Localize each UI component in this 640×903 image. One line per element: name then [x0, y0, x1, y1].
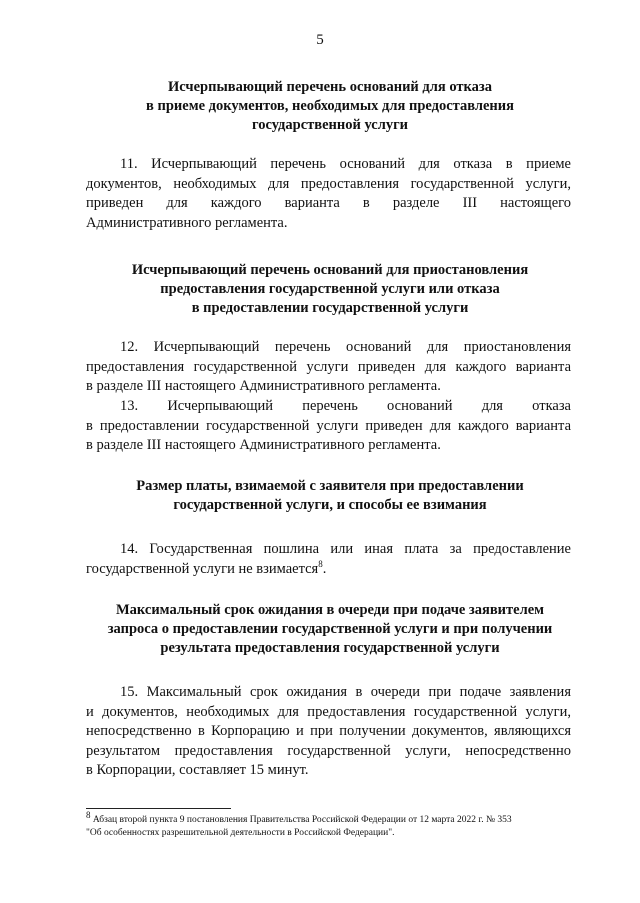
paragraph-12	[86, 338, 571, 397]
heading-line: Исчерпывающий перечень оснований для приостановления	[131, 262, 529, 278]
paragraph-13	[86, 397, 571, 456]
paragraph-line: и документов, необходимых для предоставления государственной услуги,	[86, 703, 571, 720]
section-heading-waiting-time	[70, 601, 590, 658]
footnote-marker: 8	[86, 809, 91, 820]
paragraph-line: 13. Исчерпывающий перечень оснований для отказа	[120, 398, 571, 414]
section-heading-suspension-reasons	[70, 261, 590, 318]
paragraph-15	[86, 683, 571, 781]
paragraph-line: в разделе III настоящего Административного регламента.	[86, 378, 441, 394]
paragraph-line: предоставления государственной услуги приведен для каждого варианта	[86, 358, 571, 375]
footnote-line: "Об особенностях разрешительной деятельности в Российской Федерации".	[86, 828, 395, 838]
paragraph-line: государственной услуги не взимается$^8$.	[86, 558, 327, 577]
footnote-divider	[86, 808, 231, 809]
paragraph-line: Административного регламента.	[86, 214, 288, 231]
heading-line: предоставления государственной услуги или отказа	[160, 281, 500, 297]
footnote-reference[interactable]: 8	[318, 558, 323, 569]
heading-line: государственной услуги, и способы ее взимания	[173, 497, 487, 513]
paragraph-14	[86, 540, 571, 579]
page-number: 5	[316, 32, 324, 48]
heading-line: в приеме документов, необходимых для предоставления	[146, 98, 514, 114]
paragraph-line: в предоставлении государственной услуги приведен для каждого варианта	[86, 417, 571, 434]
heading-line: Размер платы, взимаемой с заявителя при предоставлении	[136, 478, 524, 494]
paragraph-line: 15. Максимальный срок ожидания в очереди при подаче заявления	[120, 684, 571, 700]
paragraph-line: 14. Государственная пошлина или иная плата за предоставление	[120, 541, 571, 557]
heading-line: Исчерпывающий перечень оснований для отказа	[168, 79, 492, 95]
heading-line: запроса о предоставлении государственной услуги и при получении	[107, 621, 553, 637]
heading-line: Максимальный срок ожидания в очереди при подаче заявителем	[115, 602, 545, 618]
paragraph-line: в разделе III настоящего Административного регламента.	[86, 437, 441, 453]
section-heading-refusal-reasons	[70, 78, 590, 135]
section-heading-fee	[70, 477, 590, 515]
footnote	[86, 809, 586, 840]
paragraph-line: документов, необходимых для предоставления государственной услуги,	[86, 175, 571, 192]
heading-line: государственной услуги	[251, 117, 409, 133]
paragraph-line: 11. Исчерпывающий перечень оснований для отказа в приеме	[120, 156, 571, 172]
paragraph-line-text: государственной услуги не взимается	[86, 560, 319, 577]
paragraph-line: непосредственно в Корпорацию и при получении документов, являющихся	[86, 723, 571, 739]
paragraph-line: результатом предоставления государственной услуги, непосредственно	[86, 742, 571, 759]
paragraph-11	[86, 155, 571, 233]
heading-line: в предоставлении государственной услуги	[191, 300, 469, 316]
paragraph-line: 12. Исчерпывающий перечень оснований для приостановления	[120, 339, 571, 355]
paragraph-line: приведен для каждого варианта в разделе III настоящего	[86, 195, 571, 211]
heading-line: результата предоставления государственной услуги	[160, 640, 500, 656]
footnote-text: Абзац второй пункта 9 постановления Правительства Российской Федерации от 12 марта 2022 г. № 353	[90, 815, 512, 825]
paragraph-line: в Корпорации, составляет 15 минут.	[86, 762, 309, 778]
footnote-line	[86, 809, 586, 827]
